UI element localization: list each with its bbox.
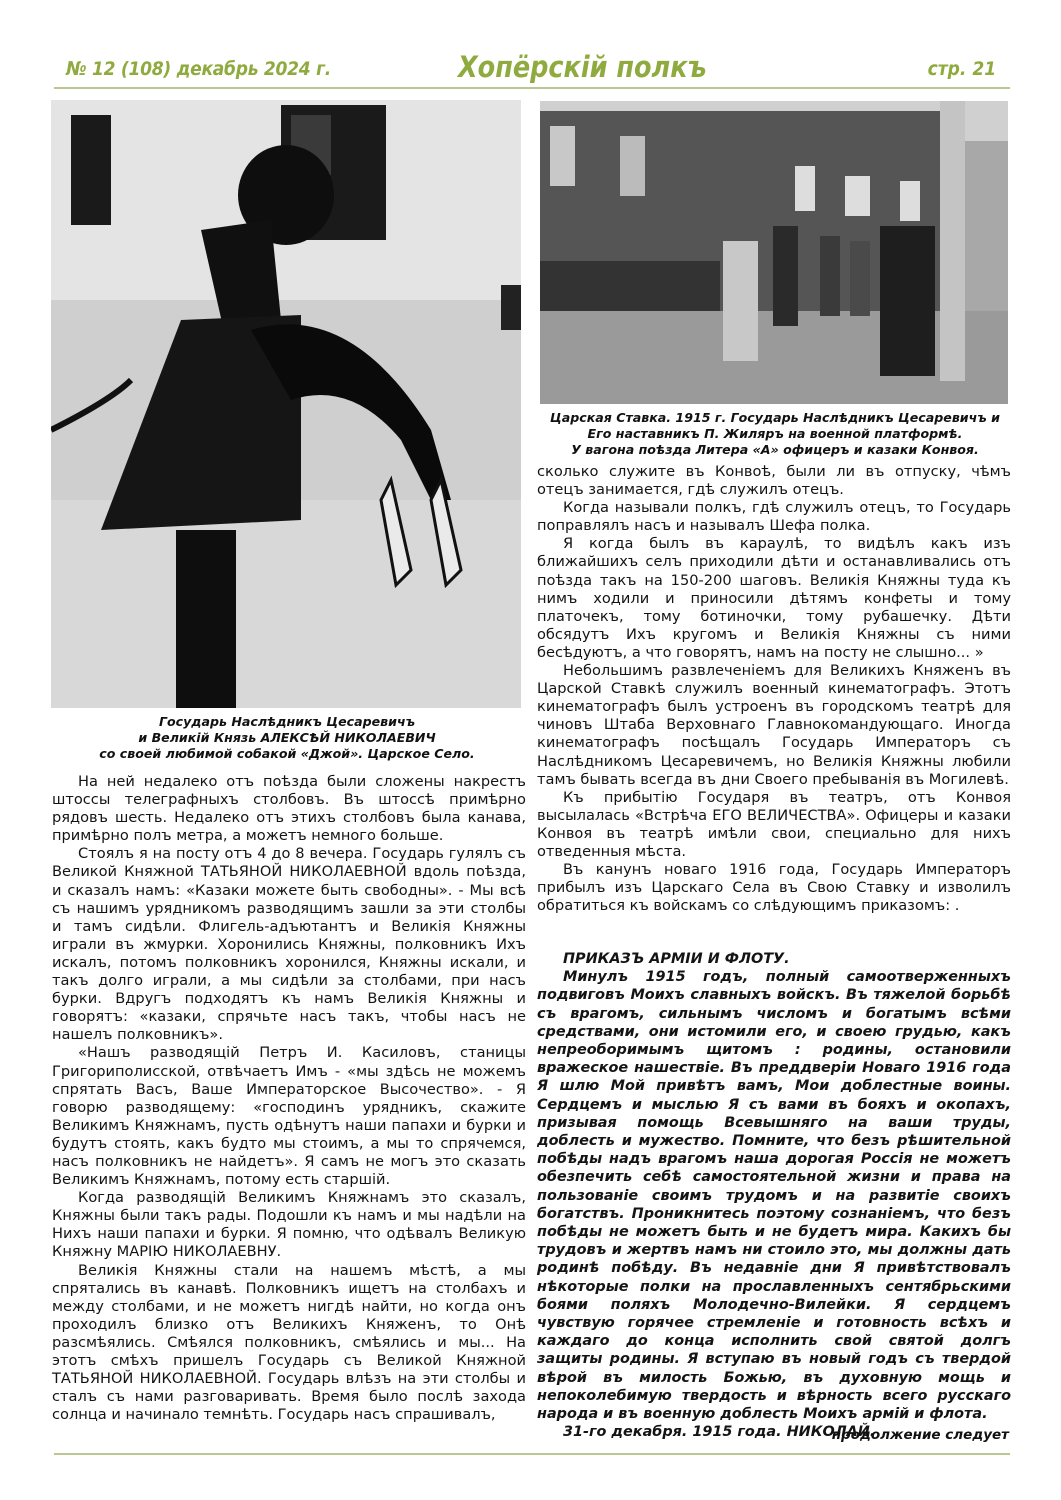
photo2-caption (540, 410, 1010, 458)
paragraph: Я когда былъ въ караулѣ, то видѣлъ какъ изъ ближайшихъ селъ приходили дѣти и останавливались отъ поѣзда такъ на 150-200 шаговъ. Великія Княжны туда къ нимъ ходили и приносили дѣтямъ конфеты и тому платочекъ, тому ботиночки, тому рубашечку. Дѣти обсядутъ Ихъ кругомъ и Великія Княжны съ ними бесѣдуютъ, а что говорятъ, намъ на посту не слышно... » (537, 535, 1011, 661)
order-text: Минулъ 1915 годъ, полный самоотверженныхъ подвиговъ Моихъ славныхъ войскъ. Въ тяжелой борьбѣ съ врагомъ, сильнымъ числомъ и богатымъ всѣми средствами, они истомили его, и своею грудью, какъ непреоборимымъ щитомъ : родины, остановили вражеское нашествіе. Въ преддверіи Новаго 1916 года Я шлю Мой привѣтъ вамъ, Мои доблестные воины. Сердцемъ и мыслью Я съ вами въ бояхъ и окопахъ, призывая помощь Всевышняго на ваши труды, доблесть и мужество. Помните, что безъ рѣшительной побѣды надъ врагомъ наша дорогая Россія не можетъ обезпечить себѣ самостоятельной жизни и права на пользованіе своимъ трудомъ и на развитіе своихъ богатствъ. Проникнитесь поэтому сознаніемъ, что безъ побѣды не можетъ быть и не будетъ мира. Какихъ бы трудовъ и жертвъ намъ ни стоило это, мы должны дать родинѣ побѣду. Въ недавніе дни Я привѣтствовалъ нѣкоторые полки на прославленныхъ сентябрьскими боями поляхъ Молодечно-Вилейки. Я сердцемъ чувствую горячее стремленіе и готовность всѣхъ и каждаго до конца исполнить свой святой долгъ защиты родины. Я вступаю въ новый годъ съ твердой вѣрой въ милость Божью, въ духовную мощь и непоколебимую твердость и вѣрность всего русскаго народа и въ военную доблесть Моихъ армій и флота. (537, 969, 1011, 1423)
photo-train-illustration (540, 101, 1008, 404)
paragraph: Когда называли полкъ, гдѣ служилъ отецъ, то Государь поправлялъ насъ и называлъ Шефа полка. (537, 499, 1011, 535)
caption-line: У вагона поѣзда Литера «А» офицеръ и казаки Конвоя. (571, 442, 979, 457)
footer-divider (54, 1453, 1010, 1455)
continued-note: продолжение следует (831, 1427, 1009, 1443)
article-right-column (537, 463, 1011, 915)
paragraph: Къ прибытію Государя въ театръ, отъ Конвоя высылалась «Встрѣча ЕГО ВЕЛИЧЕСТВА». Офицеры и казаки Конвоя въ театрѣ имѣли свои, специально для нихъ отведенныя мѣста. (537, 788, 1011, 860)
order-title: ПРИКАЗЪ АРМІИ И ФЛОТУ. (563, 951, 790, 967)
paragraph: «Нашъ разводящій Петръ И. Касиловъ, станицы Григориполисской, отвѣчаетъ Имъ - «мы здѣсь не можемъ спрятать Васъ, Ваше Императорское Высочество». - Я говорю разводящему: «господинъ урядникъ, скажите Великимъ Княжнамъ, пусть одѣнутъ наши папахи и бурки и будутъ стоять, какъ будто мы стоимъ, а мы то спрячемся, насъ полковникъ не найдетъ». Я самъ не могъ это сказать Великимъ Княжнамъ, потому есть старшій. (52, 1044, 526, 1189)
paragraph: Когда разводящій Великимъ Княжнамъ это сказалъ, Княжны были такъ рады. Подошли къ намъ и мы надѣли на Нихъ наши папахи и бурки. Я помню, что одѣвалъ Великую Княжну МАРІЮ НИКОЛАЕВНУ. (52, 1189, 526, 1261)
paragraph: Стоялъ я на посту отъ 4 до 8 вечера. Государь гулялъ съ Великой Княжной ТАТЬЯНОЙ НИКОЛАЕВНОЙ вдоль поѣзда, и сказалъ намъ: «Казаки можете быть свободны». - Мы всѣ съ нашимъ урядникомъ разводящимъ зашли за эти столбы и тамъ сидѣли. Флигель-адъютантъ и Великія Княжны играли въ жмурки. Хоронились Княжны, полковникъ Ихъ искалъ, потомъ полковникъ хоронился, Княжны искали, и такъ долго играли, а мы сидѣли за столбами, при насъ бурки. Вдругъ подходятъ къ намъ Великія Княжны и говорятъ: «казаки, спрячьте насъ такъ, чтобы насъ не нашелъ полковникъ». (52, 845, 526, 1044)
paragraph: На ней недалеко отъ поѣзда были сложены накрестъ штоссы телеграфныхъ столбовъ. Въ штоссѣ примѣрно рядовъ шесть. Недалеко отъ этихъ столбовъ была канава, примѣрно полъ метра, а можетъ немного больше. (52, 773, 526, 845)
paragraph: сколько служите въ Конвоѣ, были ли въ отпуску, чѣмъ отецъ занимается, гдѣ служилъ отецъ. (537, 463, 1011, 499)
caption-line: Царская Ставка. 1915 г. Государь Наслѣдникъ Цесаревичъ и (550, 410, 1000, 425)
page-number: стр. 21 (927, 58, 996, 80)
imperial-order (537, 950, 1011, 1441)
order-signature: 31-го декабря. 1915 года. НИКОЛАЙ. (563, 1424, 876, 1441)
header-divider (54, 87, 1010, 89)
caption-line: Государь Наслѣдникъ Цесаревичъ (158, 714, 416, 729)
photo-tsarevich-illustration (51, 100, 521, 708)
article-left-column (52, 773, 526, 1424)
newspaper-title: Хопёрскій полкъ (458, 50, 707, 84)
paragraph: Въ канунъ новаго 1916 года, Государь Императоръ прибылъ изъ Царскаго Села въ Свою Ставку и изволилъ обратиться къ войскамъ со слѣдующимъ приказомъ: . (537, 861, 1011, 915)
paragraph: Великія Княжны стали на нашемъ мѣстѣ, а мы спрятались въ канавѣ. Полковникъ ищетъ на столбахъ и между столбами, и не можетъ нигдѣ найти, но когда онъ проходилъ близко отъ Великихъ Княженъ, то Онѣ разсмѣялись. Смѣялся полковникъ, смѣялись и мы... На этотъ смѣхъ пришелъ Государь съ Великой Княжной ТАТЬЯНОЙ НИКОЛАЕВНОЙ. Государь влѣзъ на эти столбы и сталъ съ нами разговаривать. Время было послѣ захода солнца и начинало темнѣть. Государь насъ спрашивалъ, (52, 1261, 526, 1424)
photo-tsarevich-with-dog (51, 100, 521, 708)
caption-line: со своей любимой собакой «Джой». Царское Село. (99, 746, 475, 761)
paragraph: Небольшимъ развлеченіемъ для Великихъ Княженъ въ Царской Ставкѣ служилъ военный кинематографъ. Этотъ кинематографъ былъ устроенъ въ городскомъ театрѣ для чиновъ Штаба Верховнаго Главнокомандующаго. Иногда кинематографъ посѣщалъ Государь Императоръ съ Наслѣдникомъ Цесаревичемъ, но Великія Княжны любили тамъ бывать всегда въ дни Своего пребыванія въ Могилевѣ. (537, 662, 1011, 788)
caption-line: и Великій Князь АЛЕКСѢЙ НИКОЛАЕВИЧ (138, 730, 436, 745)
photo-stavka-train (540, 101, 1008, 404)
photo1-caption (52, 714, 522, 762)
caption-line: Его наставникъ П. Жиляръ на военной платформѣ. (587, 426, 963, 441)
page-header (58, 50, 1008, 88)
issue-number: № 12 (108) декабрь 2024 г. (66, 58, 332, 80)
